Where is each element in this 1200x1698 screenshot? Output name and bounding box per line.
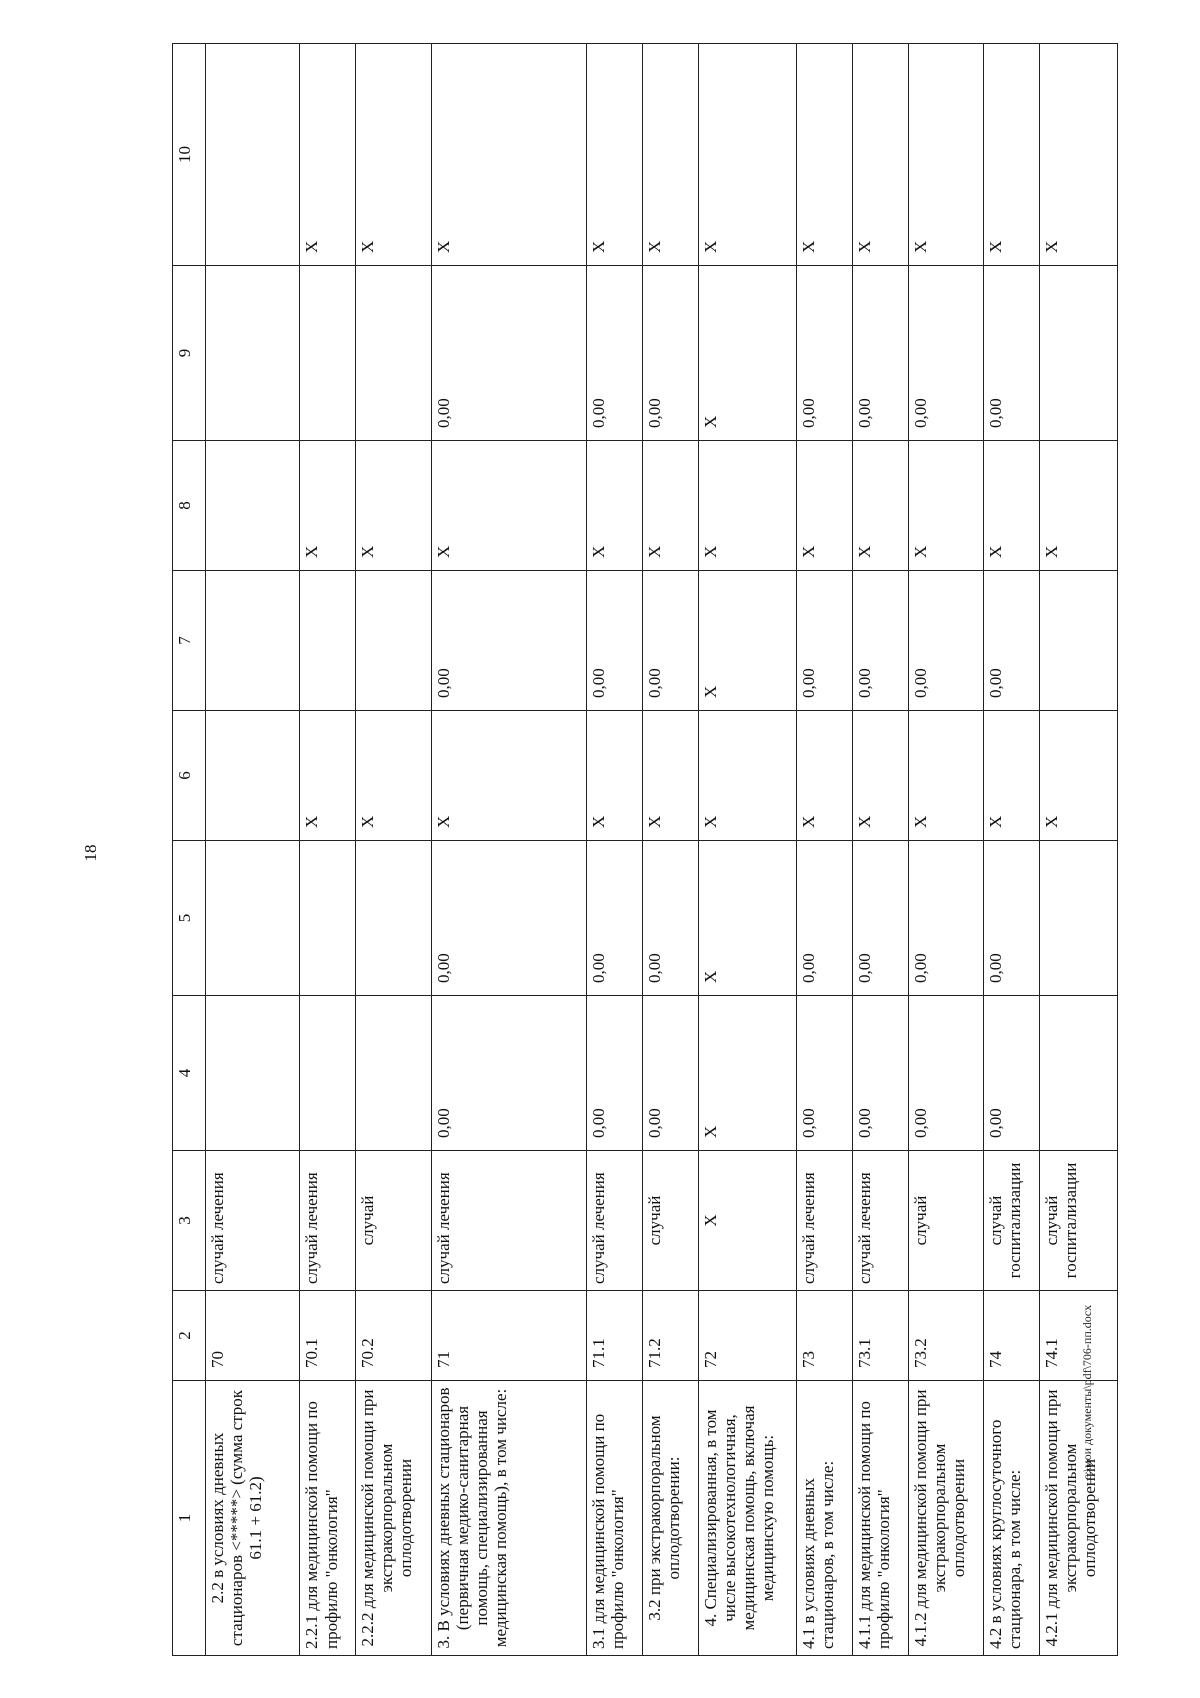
table-cell: случай госпитализации <box>984 1151 1040 1291</box>
table-cell <box>356 571 431 711</box>
table-row <box>587 44 643 1656</box>
row-label-cell: 4.1.1 для медицинской помощи по профилю "онкология" <box>853 1381 909 1656</box>
table-cell: X <box>300 441 356 571</box>
table-cell: X <box>431 711 586 841</box>
table-cell <box>205 44 300 266</box>
row-number-cell: 73 <box>797 1291 853 1381</box>
table-cell: X <box>1040 44 1118 266</box>
row-label-cell: 2.2.2 для медицинской помощи при экстракорпоральном оплодотворении <box>356 1381 431 1656</box>
table-cell: X <box>984 711 1040 841</box>
table-cell <box>205 441 300 571</box>
column-number-cell: 2 <box>173 1291 206 1381</box>
table-cell: 0,00 <box>908 996 983 1151</box>
table-cell <box>205 996 300 1151</box>
table-row <box>431 44 586 1656</box>
row-label-cell: 3.1 для медицинской помощи по профилю "онкология" <box>587 1381 643 1656</box>
table-cell <box>1040 841 1118 996</box>
table-cell: 0,00 <box>908 266 983 441</box>
table-cell: X <box>1040 441 1118 571</box>
table-cell: X <box>908 441 983 571</box>
row-number-cell: 74 <box>984 1291 1040 1381</box>
table-cell: случай лечения <box>431 1151 586 1291</box>
table-row <box>356 44 431 1656</box>
table-row <box>1040 44 1118 1656</box>
table-cell: 0,00 <box>587 571 643 711</box>
table-cell: случай <box>356 1151 431 1291</box>
table-cell: X <box>642 711 698 841</box>
table-cell: 0,00 <box>797 841 853 996</box>
table-cell: 0,00 <box>797 571 853 711</box>
table-cell: X <box>642 441 698 571</box>
table-cell: X <box>356 711 431 841</box>
table-cell: 0,00 <box>853 841 909 996</box>
table-cell <box>300 996 356 1151</box>
table-cell: X <box>698 996 796 1151</box>
table-cell: X <box>356 441 431 571</box>
table-cell: случай лечения <box>853 1151 909 1291</box>
table-cell: X <box>853 711 909 841</box>
row-label-cell: 3. В условиях дневных стационаров (первичная медико-санитарная помощь, специализированная медицинская помощь), в том числе: <box>431 1381 586 1656</box>
row-number-cell: 71 <box>431 1291 586 1381</box>
table-row <box>642 44 698 1656</box>
table-cell: 0,00 <box>853 996 909 1151</box>
table-cell: X <box>587 44 643 266</box>
row-number-cell: 70 <box>205 1291 300 1381</box>
row-label-cell: 2.2 в условиях дневных стационаров <*****> (сумма строк 61.1 + 61.2) <box>205 1381 300 1656</box>
column-number-cell: 1 <box>173 1381 206 1656</box>
table-cell: 0,00 <box>853 571 909 711</box>
table-cell: X <box>853 44 909 266</box>
table-cell <box>300 841 356 996</box>
table-cell: 0,00 <box>642 266 698 441</box>
row-number-cell: 71.1 <box>587 1291 643 1381</box>
column-number-cell: 3 <box>173 1151 206 1291</box>
table-cell: 0,00 <box>797 996 853 1151</box>
table-cell: X <box>797 441 853 571</box>
table-cell <box>1040 266 1118 441</box>
table-cell: X <box>984 441 1040 571</box>
table-cell: 0,00 <box>431 996 586 1151</box>
column-number-cell: 7 <box>173 571 206 711</box>
table-cell: X <box>908 44 983 266</box>
row-number-cell: 73.2 <box>908 1291 983 1381</box>
table-cell: X <box>698 571 796 711</box>
column-number-cell: 5 <box>173 841 206 996</box>
row-label-cell: 4.2.1 для медицинской помощи при экстракорпоральном оплодотворении <box>1040 1381 1118 1656</box>
table-cell <box>205 711 300 841</box>
table-cell <box>356 996 431 1151</box>
table-cell: 0,00 <box>431 841 586 996</box>
table-cell: 0,00 <box>642 571 698 711</box>
row-label-cell: 4.1.2 для медицинской помощи при экстракорпоральном оплодотворении <box>908 1381 983 1656</box>
table-cell: 0,00 <box>908 571 983 711</box>
row-label-cell: 2.2.1 для медицинской помощи по профилю "онкология" <box>300 1381 356 1656</box>
row-label-cell: 4. Специализированная, в том числе высокотехнологичная, медицинская помощь, включая медицинскую помощь: <box>698 1381 796 1656</box>
table-row <box>908 44 983 1656</box>
table-cell: X <box>698 841 796 996</box>
table-cell: X <box>797 711 853 841</box>
table-cell: 0,00 <box>431 571 586 711</box>
data-table <box>172 43 1118 1656</box>
table-body <box>173 44 1118 1656</box>
table-cell <box>356 266 431 441</box>
column-number-cell: 10 <box>173 44 206 266</box>
table-cell <box>1040 996 1118 1151</box>
row-number-cell: 73.1 <box>853 1291 909 1381</box>
table-cell: X <box>431 441 586 571</box>
table-cell: X <box>698 1151 796 1291</box>
table-cell: X <box>698 44 796 266</box>
table-cell: случай <box>908 1151 983 1291</box>
table-cell: случай <box>642 1151 698 1291</box>
table-cell: X <box>984 44 1040 266</box>
table-row <box>698 44 796 1656</box>
table-cell: X <box>1040 711 1118 841</box>
row-number-cell: 70.2 <box>356 1291 431 1381</box>
table-cell: 0,00 <box>642 996 698 1151</box>
table-row <box>853 44 909 1656</box>
table-cell: X <box>698 711 796 841</box>
table-cell: X <box>300 711 356 841</box>
table-cell: случай лечения <box>587 1151 643 1291</box>
table-cell: случай госпитализации <box>1040 1151 1118 1291</box>
table-cell: X <box>853 441 909 571</box>
table-row <box>205 44 300 1656</box>
table-cell: случай лечения <box>797 1151 853 1291</box>
table-cell: 0,00 <box>797 266 853 441</box>
table-cell: случай лечения <box>205 1151 300 1291</box>
table-cell: X <box>587 441 643 571</box>
table-cell <box>205 841 300 996</box>
table-cell: случай лечения <box>300 1151 356 1291</box>
table-cell: X <box>797 44 853 266</box>
table-row <box>797 44 853 1656</box>
table-cell: 0,00 <box>984 266 1040 441</box>
table-cell: 0,00 <box>587 841 643 996</box>
table-cell <box>356 841 431 996</box>
table-cell: X <box>908 711 983 841</box>
column-number-cell: 6 <box>173 711 206 841</box>
table-cell: 0,00 <box>587 996 643 1151</box>
table-cell: 0,00 <box>642 841 698 996</box>
column-number-cell: 4 <box>173 996 206 1151</box>
table-cell <box>300 266 356 441</box>
table-cell: 0,00 <box>587 266 643 441</box>
table-cell: X <box>356 44 431 266</box>
table-cell: 0,00 <box>431 266 586 441</box>
table-cell: X <box>698 441 796 571</box>
data-table-container <box>172 44 1118 1656</box>
row-number-cell: 74.1 <box>1040 1291 1118 1381</box>
table-cell <box>205 266 300 441</box>
column-number-row <box>173 44 206 1656</box>
table-cell: X <box>587 711 643 841</box>
table-cell: 0,00 <box>908 841 983 996</box>
table-cell: X <box>431 44 586 266</box>
table-cell: 0,00 <box>984 996 1040 1151</box>
table-cell <box>300 571 356 711</box>
table-cell: 0,00 <box>984 841 1040 996</box>
column-number-cell: 8 <box>173 441 206 571</box>
row-number-cell: 70.1 <box>300 1291 356 1381</box>
page-number: 18 <box>81 844 100 862</box>
table-row <box>984 44 1040 1656</box>
column-number-cell: 9 <box>173 266 206 441</box>
table-cell <box>205 571 300 711</box>
table-cell: 0,00 <box>853 266 909 441</box>
row-label-cell: 4.1 в условиях дневных стационаров, в том числе: <box>797 1381 853 1656</box>
table-cell: X <box>642 44 698 266</box>
footer-file-path: c:\мои документы\pdf\706-пп.docx <box>1080 1304 1094 1480</box>
table-cell: X <box>300 44 356 266</box>
table-cell <box>1040 571 1118 711</box>
table-row <box>300 44 356 1656</box>
table-cell: 0,00 <box>984 571 1040 711</box>
row-label-cell: 4.2 в условиях круглосуточного стационара, в том числе: <box>984 1381 1040 1656</box>
table-cell: X <box>698 266 796 441</box>
row-number-cell: 72 <box>698 1291 796 1381</box>
row-number-cell: 71.2 <box>642 1291 698 1381</box>
row-label-cell: 3.2 при экстракорпоральном оплодотворении: <box>642 1381 698 1656</box>
